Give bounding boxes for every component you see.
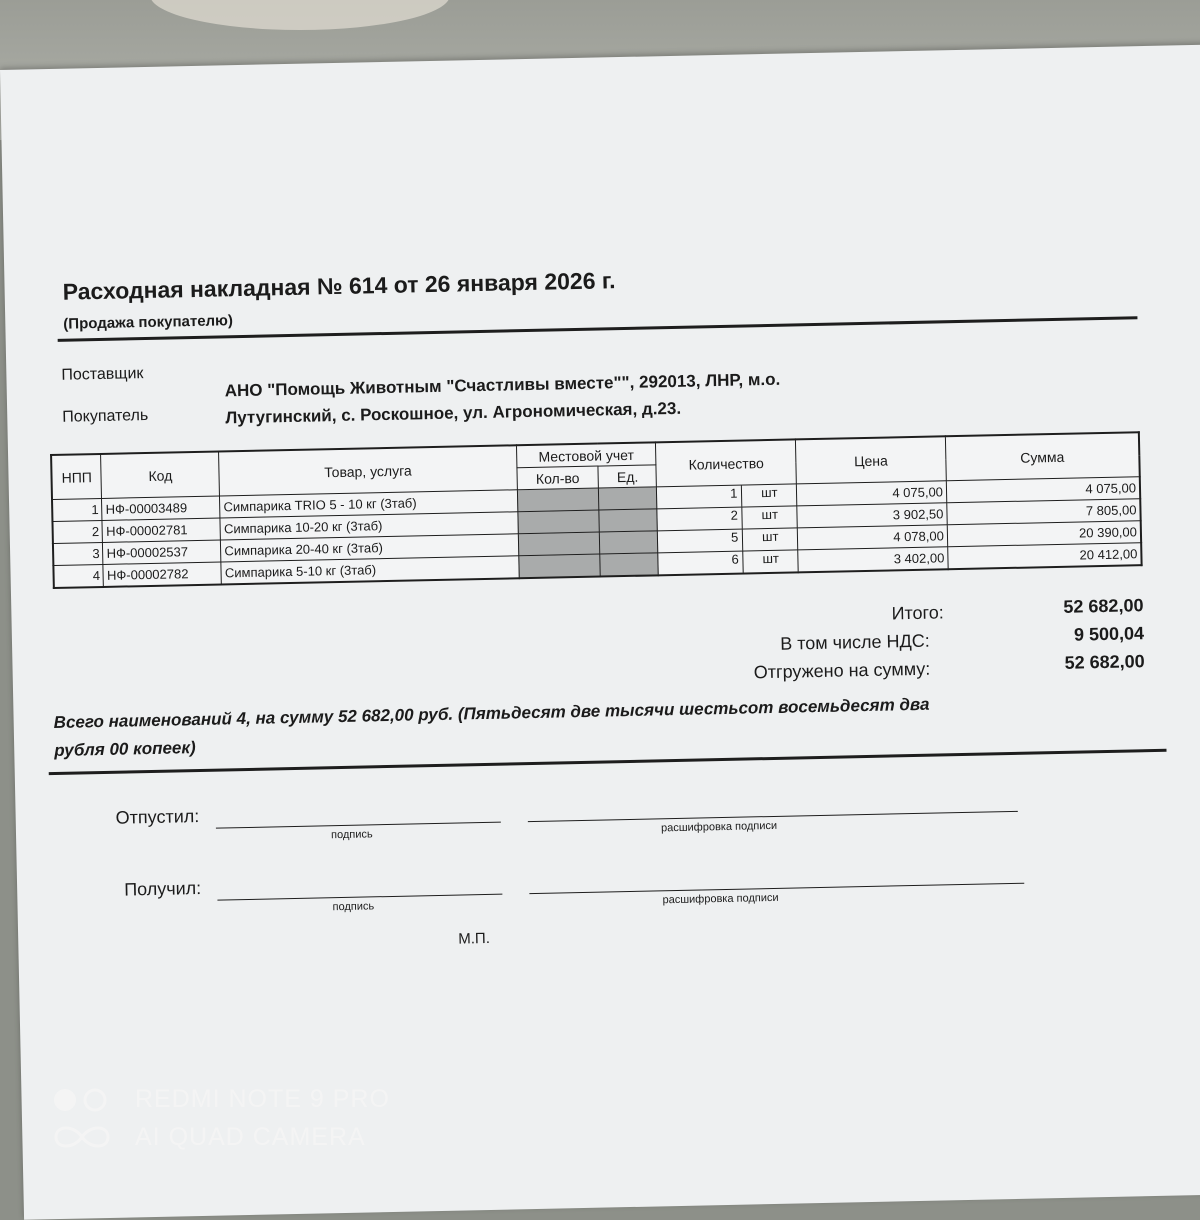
released-decoding-caption: расшифровка подписи	[660, 819, 778, 835]
row-local-qty	[517, 510, 599, 534]
header-local-qty: Кол-во	[517, 466, 599, 490]
vat-value: 9 500,04	[1073, 623, 1145, 645]
row-price: 3 902,50	[797, 503, 947, 528]
row-unit: шт	[760, 484, 778, 501]
shipped-label: Отгружено на сумму:	[753, 658, 931, 683]
row-local-qty	[518, 554, 600, 578]
released-signature-caption: подпись	[330, 828, 373, 842]
row-price: 3 402,00	[798, 547, 948, 573]
header-price: Цена	[796, 436, 947, 484]
released-signature-line[interactable]	[216, 822, 501, 829]
received-label: Получил:	[123, 877, 202, 900]
document-title: Расходная накладная № 614 от 26 января 2026 г.	[62, 267, 616, 305]
items-table	[50, 431, 1143, 589]
row-quantity	[658, 528, 798, 553]
row-product: Симпарика 10-20 кг (3таб)	[220, 512, 518, 540]
header-code: Код	[101, 451, 220, 498]
header-npp: НПП	[51, 454, 102, 500]
row-quantity	[658, 550, 798, 575]
row-code: НФ-00002537	[103, 540, 221, 564]
row-quantity-value: 1	[657, 486, 742, 509]
watermark-line-1: REDMI NOTE 9 PRO	[135, 1085, 390, 1113]
row-quantity-value: 6	[659, 552, 744, 575]
row-local-unit	[599, 487, 657, 510]
row-quantity-value: 2	[658, 508, 743, 531]
buyer-line-1: АНО "Помощь Животным "Счастливы вместе"", 292013, ЛНР, м.о.	[224, 369, 781, 401]
header-local-accounting: Местовой учет	[516, 442, 656, 467]
row-number: 1	[52, 498, 102, 521]
row-unit: шт	[762, 550, 780, 567]
paper-sheet	[0, 45, 1200, 1220]
row-code: НФ-00003489	[102, 496, 220, 520]
received-signature-line[interactable]	[217, 894, 502, 901]
received-signature-caption: подпись	[332, 900, 375, 914]
row-local-unit	[600, 553, 658, 577]
summary-line-2: рубля 00 копеек)	[54, 738, 196, 761]
received-decoding-caption: расшифровка подписи	[662, 891, 779, 907]
row-sum: 4 075,00	[946, 477, 1140, 503]
total-value: 52 682,00	[1063, 595, 1144, 617]
row-code: НФ-00002781	[102, 518, 220, 542]
row-unit: шт	[761, 506, 779, 523]
summary-line-1: Всего наименований 4, на сумму 52 682,00 руб. (Пятьдесят две тысячи шестьсот восемьдесят два	[53, 694, 930, 733]
buyer-label: Покупатель	[62, 406, 149, 426]
row-local-qty	[517, 488, 599, 512]
camera-logo-icon	[52, 1085, 112, 1155]
released-label: Отпустил:	[115, 805, 200, 828]
row-number: 3	[53, 542, 103, 565]
row-local-unit	[599, 509, 657, 532]
buyer-line-2: Лутугинский, с. Роскошное, ул. Агрономическая, д.23.	[225, 398, 682, 428]
invoice-document	[0, 45, 1200, 1200]
row-product: Симпарика 5-10 кг (3таб)	[221, 556, 519, 585]
row-sum: 20 412,00	[948, 543, 1142, 570]
header-quantity: Количество	[656, 439, 797, 486]
row-product: Симпарика TRIO 5 - 10 кг (3таб)	[220, 490, 518, 518]
watermark-line-2: AI QUAD CAMERA	[135, 1123, 366, 1151]
row-code: НФ-00002782	[103, 562, 221, 587]
row-quantity	[657, 506, 797, 531]
supplier-label: Поставщик	[61, 365, 144, 384]
stamp-label: М.П.	[458, 929, 491, 948]
row-quantity	[657, 484, 797, 509]
header-sum: Сумма	[945, 432, 1139, 481]
row-local-qty	[518, 532, 600, 556]
row-local-unit	[600, 531, 658, 554]
total-label: Итого:	[891, 602, 944, 624]
buyer-details	[224, 363, 925, 432]
row-sum: 7 805,00	[947, 499, 1141, 525]
row-quantity-value: 5	[658, 530, 743, 553]
row-product: Симпарика 20-40 кг (3таб)	[221, 534, 519, 562]
row-price: 4 075,00	[797, 481, 947, 506]
vat-label: В том числе НДС:	[779, 630, 930, 654]
shipped-value: 52 682,00	[1064, 651, 1145, 673]
row-sum: 20 390,00	[947, 521, 1141, 547]
row-unit: шт	[761, 528, 779, 545]
row-number: 2	[52, 520, 102, 543]
header-product: Товар, услуга	[219, 445, 517, 496]
row-price: 4 078,00	[798, 525, 948, 550]
row-number: 4	[53, 564, 103, 588]
document-subtitle: (Продажа покупателю)	[63, 312, 234, 333]
header-local-unit: Ед.	[598, 465, 656, 488]
